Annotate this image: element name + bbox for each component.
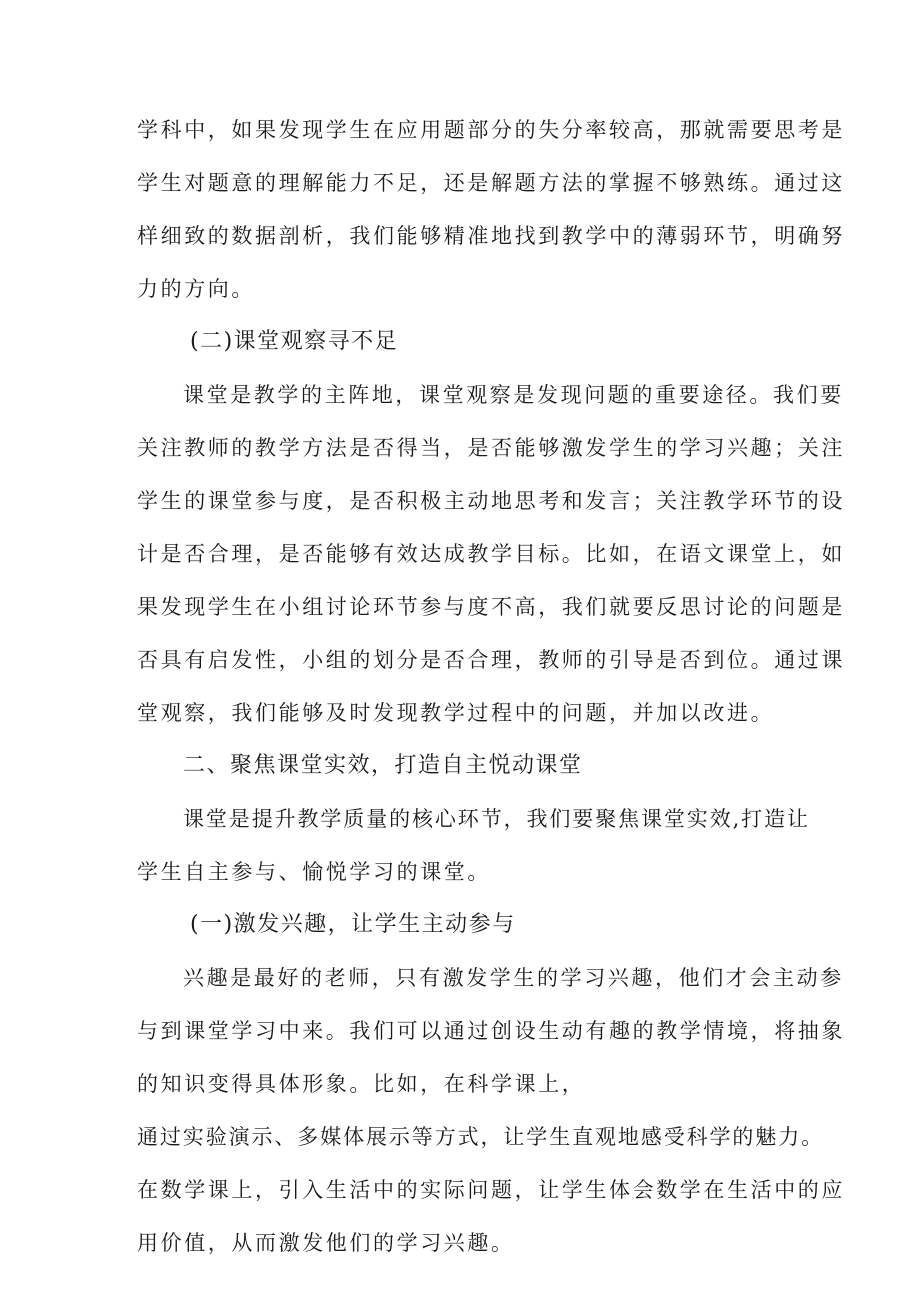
paragraph-line: 学生对题意的理解能力不足，还是解题方法的掌握不够熟练。通过这 — [137, 171, 845, 195]
paragraph-line: 堂观察，我们能够及时发现教学过程中的问题，并加以改进。 — [137, 701, 775, 725]
paragraph-line: 的知识变得具体形象。比如，在科学课上， — [137, 1072, 586, 1096]
paragraph-line: 与到课堂学习中来。我们可以通过创设生动有趣的教学情境，将抽象 — [137, 1019, 845, 1043]
paragraph-line: 力的方向。 — [137, 277, 255, 301]
paragraph-line: 课堂是提升教学质量的核心环节，我们要聚焦课堂实效,打造让 — [183, 807, 810, 831]
section-heading: (二)课堂观察寻不足 — [190, 329, 399, 354]
paragraph-line: 课堂是教学的主阵地，课堂观察是发现问题的重要途径。我们要 — [183, 383, 844, 407]
paragraph-line: 在数学课上，引入生活中的实际问题，让学生体会数学在生活中的应 — [137, 1178, 845, 1202]
paragraph-line: 果发现学生在小组讨论环节参与度不高，我们就要反思讨论的问题是 — [137, 595, 845, 619]
chapter-heading: 二、聚焦课堂实效，打造自主悦动课堂 — [183, 753, 583, 778]
paragraph-line: 关注教师的教学方法是否得当，是否能够激发学生的学习兴趣；关注 — [137, 436, 845, 460]
paragraph-line: 用价值，从而激发他们的学习兴趣。 — [137, 1231, 515, 1255]
paragraph-line: 学生自主参与、愉悦学习的课堂。 — [137, 860, 491, 884]
paragraph-line: 通过实验演示、多媒体展示等方式，让学生直观地感受科学的魅力。 — [137, 1125, 824, 1149]
paragraph-line: 计是否合理，是否能够有效达成教学目标。比如，在语文课堂上，如 — [137, 542, 845, 566]
paragraph-line: 学科中，如果发现学生在应用题部分的失分率较高，那就需要思考是 — [137, 118, 845, 142]
section-heading: (一)激发兴趣，让学生主动参与 — [190, 912, 516, 937]
paragraph-line: 样细致的数据剖析，我们能够精准地找到教学中的薄弱环节，明确努 — [137, 224, 845, 248]
paragraph-line: 兴趣是最好的老师，只有激发学生的学习兴趣，他们才会主动参 — [183, 966, 844, 990]
paragraph-line: 否具有启发性，小组的划分是否合理，教师的引导是否到位。通过课 — [137, 648, 845, 672]
paragraph-line: 学生的课堂参与度，是否积极主动地思考和发言；关注教学环节的设 — [137, 489, 845, 513]
